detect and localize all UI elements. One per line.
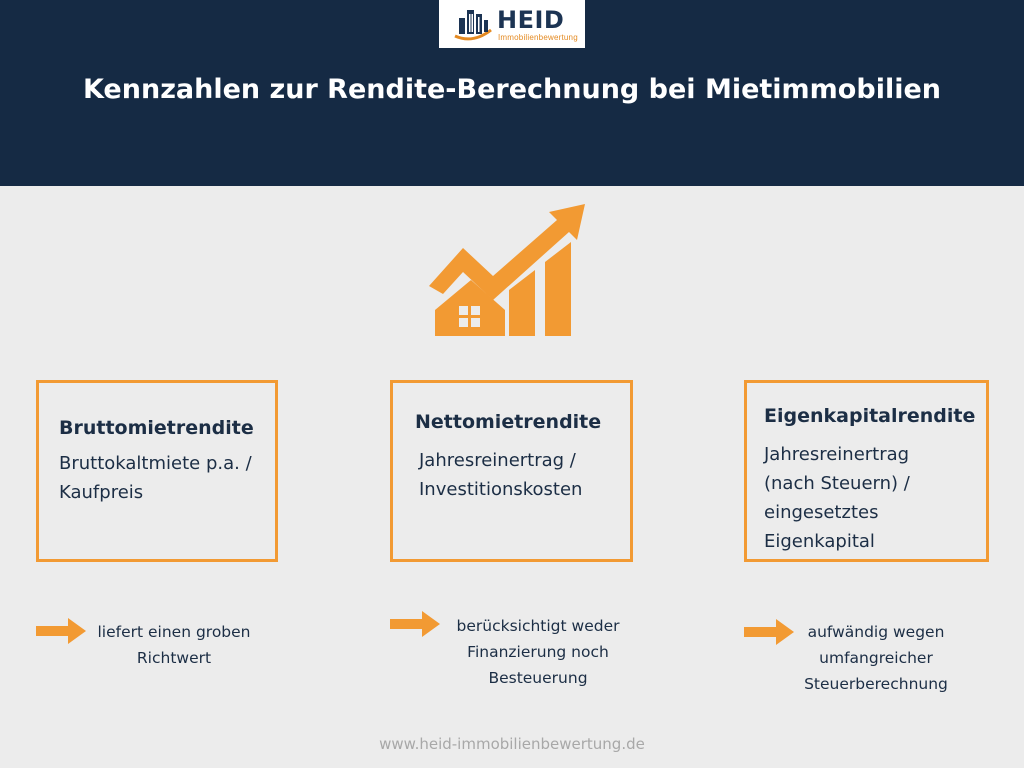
formula-line: Bruttokaltmiete p.a. / [59, 453, 252, 474]
card-nettomietrendite [390, 380, 633, 562]
building-logo-icon [453, 6, 493, 42]
card-title: Eigenkapitalrendite [764, 405, 976, 427]
card-bruttomietrendite [36, 380, 278, 562]
note-bruttomietrendite [88, 619, 260, 671]
header-banner [0, 0, 1024, 186]
card-eigenkapitalrendite [744, 380, 989, 562]
logo[interactable] [439, 0, 585, 48]
note-line: Richtwert [136, 649, 212, 667]
page-title: Kennzahlen zur Rendite-Berechnung bei Mietimmobilien [82, 74, 941, 105]
formula-line: eingesetztes [764, 502, 879, 523]
note-nettomietrendite [446, 613, 630, 691]
card-title: Nettomietrendite [415, 411, 602, 433]
arrow-right-icon [390, 611, 440, 637]
note-line: aufwändig wegen [807, 623, 945, 641]
note-line: umfangreicher [819, 649, 933, 667]
card-title: Bruttomietrendite [59, 417, 254, 439]
formula-line: Eigenkapital [764, 531, 875, 552]
card-formula [419, 446, 582, 504]
note-line: Finanzierung noch [467, 643, 609, 661]
footer-url[interactable]: www.heid-immobilienbewertung.de [379, 735, 645, 753]
note-line: liefert einen groben [97, 623, 251, 641]
note-line: Besteuerung [488, 669, 588, 687]
arrow-right-icon [744, 619, 794, 645]
note-line: berücksichtigt weder [456, 617, 620, 635]
card-formula [59, 449, 252, 507]
logo-name: HEID [497, 6, 565, 34]
arrow-right-icon [36, 618, 86, 644]
card-formula [764, 440, 910, 556]
formula-line: Jahresreinertrag / [419, 450, 576, 471]
note-line: Steuerberechnung [804, 675, 948, 693]
note-eigenkapitalrendite [796, 619, 956, 697]
formula-line: (nach Steuern) / [764, 473, 910, 494]
formula-line: Investitionskosten [419, 479, 583, 500]
formula-line: Jahresreinertrag [764, 444, 910, 465]
house-growth-chart-icon [425, 200, 590, 340]
logo-subtitle: Immobilienbewertung [498, 33, 578, 42]
formula-line: Kaufpreis [59, 482, 144, 503]
